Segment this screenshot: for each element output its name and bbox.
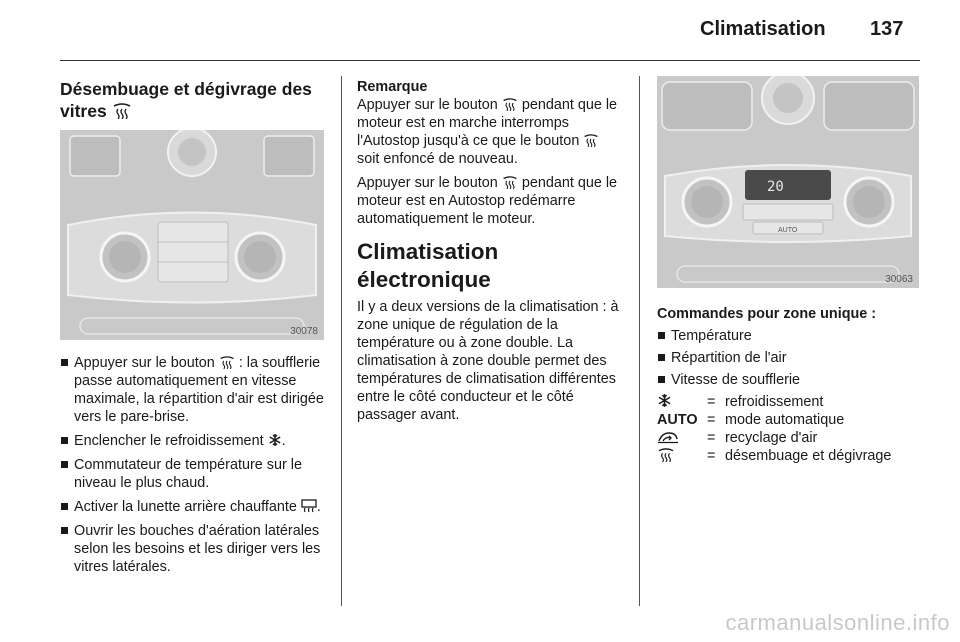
remark-text: pendant que le moteur est en Autostop redémarre automatiquement le moteur.: [357, 175, 618, 227]
bullet-item: [60, 354, 326, 426]
display-temperature: 20: [767, 179, 784, 195]
remark-paragraph-2: [357, 174, 623, 228]
bullet-text-after: .: [316, 499, 321, 515]
defrost-icon: [502, 98, 518, 111]
remark-text: Appuyer sur le bouton: [357, 175, 498, 191]
legend-row: [657, 411, 919, 429]
display-auto-label: AUTO: [778, 227, 798, 234]
bullet-item: [60, 522, 326, 576]
bullet-text: Ouvrir les bouches d'aération latérales selon les besoins et les diriger vers les vitres latérales.: [74, 523, 321, 575]
symbol-legend: [657, 393, 919, 465]
legend-row: [657, 393, 919, 411]
photo-control-panel-electronic: [657, 76, 919, 288]
legend-description: désembuage et dégivrage: [725, 448, 892, 464]
remark-text: Appuyer sur le bouton: [357, 97, 498, 113]
column-defrost: [60, 78, 326, 582]
column-divider-1: [341, 76, 342, 606]
legend-description: mode automatique: [725, 412, 845, 428]
page-number: 137: [870, 18, 904, 40]
defrost-icon: [583, 134, 599, 147]
remark-paragraph-1: [357, 96, 623, 168]
bullet-item: Température: [657, 327, 919, 345]
rear-window-heat-icon: [301, 499, 317, 513]
bullet-text: Commutateur de température sur le niveau le plus chaud.: [74, 457, 302, 491]
bullet-list-defrost: [60, 354, 326, 576]
snowflake-icon: [657, 393, 672, 408]
bullet-item: [60, 498, 326, 516]
watermark: carmanualsonline.info: [725, 610, 950, 635]
legend-description: refroidissement: [725, 394, 824, 410]
legend-symbol: AUTO: [657, 412, 698, 428]
panel-illustration: [657, 76, 919, 288]
photo-control-panel-single: [60, 130, 324, 340]
bullet-item: [60, 456, 326, 492]
remark-text: pendant que le moteur est en marche interromps l'Autostop jusqu'à ce que le bouton: [357, 97, 618, 149]
legend-equals: =: [707, 430, 716, 446]
legend-symbol: [657, 447, 707, 465]
legend-equals: =: [707, 394, 716, 410]
bullet-item: Répartition de l'air: [657, 349, 919, 367]
recirculation-icon: [657, 431, 679, 444]
column-remark: [357, 78, 623, 424]
legend-row: [657, 447, 919, 465]
defrost-icon: [112, 103, 132, 119]
legend-equals: =: [707, 412, 716, 428]
page-title: Climatisation: [700, 18, 826, 40]
bullet-item: Vitesse de soufflerie: [657, 371, 919, 389]
legend-description: recyclage d'air: [725, 430, 818, 446]
bullet-text-after: .: [281, 433, 286, 449]
defrost-icon: [502, 176, 518, 189]
section-title-electronic: Climatisation électronique: [357, 239, 499, 292]
legend-equals: =: [707, 448, 716, 464]
photo-code: 30063: [885, 274, 913, 285]
body-paragraph: Il y a deux versions de la climatisation : à zone unique de régulation de la température ou à zone double. La climatisation à zone double permet des températures de climatisation différentes entre le côté conducteur et le côté passager avant.: [357, 299, 619, 423]
column-controls: [657, 76, 919, 465]
bullet-item: [60, 432, 326, 450]
panel-illustration: [60, 130, 324, 340]
legend-symbol: [657, 393, 707, 411]
legend-row: [657, 429, 919, 447]
defrost-icon: [657, 448, 675, 462]
column-divider-2: [639, 76, 640, 606]
section-title-text: Désembuage et dégivrage des vitres: [60, 79, 312, 121]
bullet-text: Enclencher le refroidissement: [74, 433, 264, 449]
bullet-list-controls: [657, 327, 919, 389]
defrost-icon: [219, 356, 235, 369]
bullet-text: Activer la lunette arrière chauffante: [74, 499, 297, 515]
controls-caption: Commandes pour zone unique :: [657, 306, 877, 322]
section-title-defrost: [60, 78, 326, 122]
remark-title: Remarque: [357, 79, 428, 95]
legend-symbol: [657, 429, 707, 447]
remark-text: soit enfoncé de nouveau.: [357, 151, 518, 167]
header-divider: [60, 60, 920, 61]
bullet-text: Appuyer sur le bouton: [74, 355, 215, 371]
snowflake-icon: [268, 433, 282, 447]
photo-code: 30078: [290, 326, 318, 337]
bullet-text-after: : la soufflerie passe automatiquement en vitesse maximale, la répartition d'air est dirigée vers le pare-brise.: [74, 355, 324, 425]
